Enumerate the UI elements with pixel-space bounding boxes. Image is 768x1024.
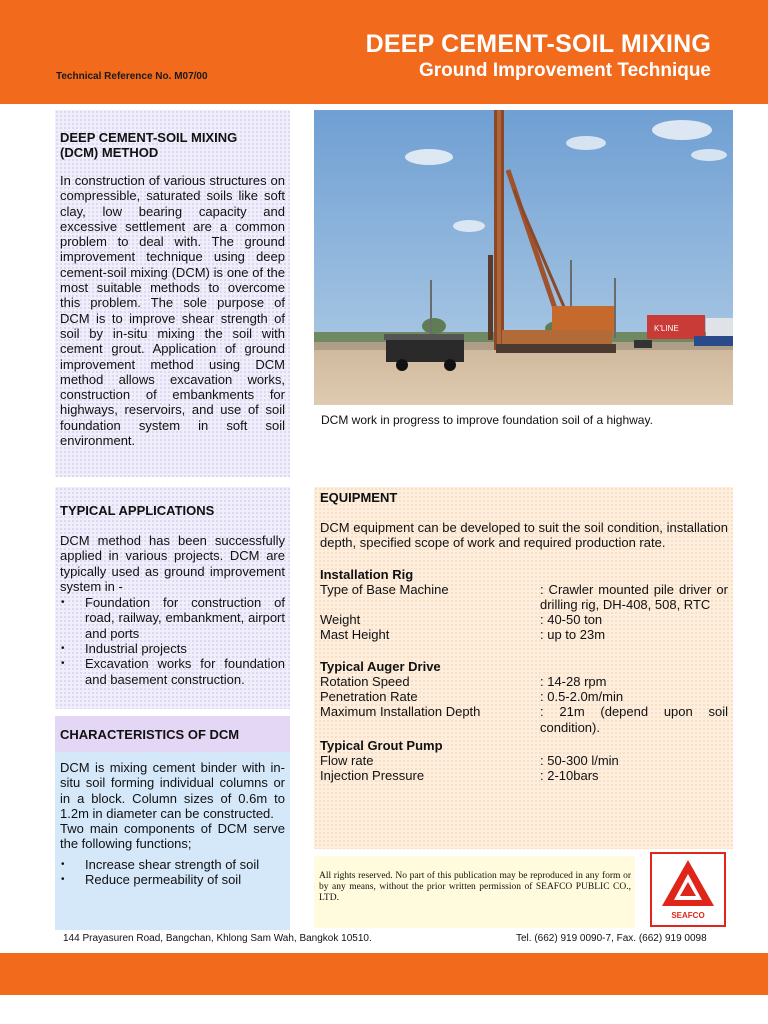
spec-row: [320, 612, 728, 627]
auger-heading: Typical Auger Drive: [320, 658, 441, 674]
characteristics-section: [55, 716, 290, 930]
footer-bar: [0, 953, 768, 995]
list-item: • Foundation for construction of road, railway, embankment, airport and ports: [60, 595, 285, 641]
container-label: K'LINE: [654, 324, 679, 333]
spec-value: : 50-300 l/min: [540, 752, 619, 768]
characteristics-heading: CHARACTERISTICS OF DCM: [60, 727, 240, 742]
footer-contact: Tel. (662) 919 0090-7, Fax. (662) 919 0098: [516, 933, 707, 944]
copyright-notice: All rights reserved. No part of this publication may be reproduced in any form or by any means, without the prior written permission of SEAFCO PUBLIC CO., LTD.: [314, 856, 635, 928]
list-item: • Industrial projects: [60, 641, 285, 656]
list-item: • Excavation works for foundation and basement construction.: [60, 656, 285, 687]
dcm-method-section: [55, 110, 290, 477]
spec-row: [320, 582, 728, 613]
characteristics-heading-bar: [55, 716, 290, 752]
list-item: • Increase shear strength of soil: [60, 857, 285, 872]
page-title: DEEP CEMENT-SOIL MIXING: [365, 30, 711, 58]
equipment-intro: DCM equipment can be developed to suit the soil condition, installation depth, specified scope of work and required production rate.: [320, 520, 728, 551]
spec-label: Penetration Rate: [320, 689, 418, 705]
characteristics-body1: DCM is mixing cement binder with in-situ soil forming individual columns or in a block. Column sizes of 0.6m to 1.2m in diameter can be constructed.: [60, 760, 285, 821]
spec-label: Mast Height: [320, 627, 390, 643]
spec-label: Flow rate: [320, 752, 374, 768]
header-banner: [0, 0, 768, 104]
equipment-heading: EQUIPMENT: [320, 490, 398, 505]
dcm-method-body: In construction of various structures on compressible, saturated soils like soft clay, low bearing capacity and excessive settlement are a common problem to deal with. The ground improvement technique using deep cement-soil mixing (DCM) is one of the most suitable methods to overcome this problem. The sole purpose of DCM is to improve shear strength of soil by in-situ mixing the soil with cement grout. Application of ground improvement method using DCM method allows excavation works, construction of embankments for highways, reservoirs, and use of soil foundation system in soft soil environment.: [60, 173, 285, 449]
applications-heading: TYPICAL APPLICATIONS: [60, 503, 215, 518]
equipment-section: [314, 487, 733, 849]
site-photo: [314, 110, 733, 405]
characteristics-body2: Two main components of DCM serve the following functions;: [60, 821, 285, 852]
spec-value: : 21m (depend upon soil condition).: [540, 704, 728, 735]
page-subtitle: Ground Improvement Technique: [418, 60, 711, 81]
rig-heading: Installation Rig: [320, 566, 414, 582]
list-item: • Reduce permeability of soil: [60, 872, 285, 887]
spec-row: [320, 674, 728, 689]
spec-label: Weight: [320, 612, 361, 628]
photo-caption: DCM work in progress to improve foundation soil of a highway.: [321, 413, 653, 427]
spec-value: : 40-50 ton: [540, 612, 603, 628]
seafco-logo: [650, 852, 726, 927]
spec-row: [320, 768, 728, 783]
applications-body: DCM method has been successfully applied in various projects. DCM are typically used as ground improvement system in -: [60, 533, 285, 594]
dcm-method-heading-line2: (DCM) METHOD: [60, 145, 159, 160]
dcm-method-heading-line1: DEEP CEMENT-SOIL MIXING: [60, 130, 238, 145]
spec-value: : Crawler mounted pile driver or drilling rig, DH-408, 508, RTC: [540, 581, 728, 612]
technical-reference: Technical Reference No. M07/00: [56, 71, 208, 82]
spec-row: [320, 627, 728, 642]
spec-label: Injection Pressure: [320, 768, 425, 784]
grout-heading: Typical Grout Pump: [320, 737, 443, 753]
footer-address: 144 Prayasuren Road, Bangchan, Khlong Sam Wah, Bangkok 10510.: [63, 933, 372, 944]
dcm-method-heading: [60, 130, 285, 160]
spec-label: Rotation Speed: [320, 673, 410, 689]
spec-value: : 14-28 rpm: [540, 673, 607, 689]
logo-text: SEAFCO: [671, 911, 705, 920]
spec-label: Maximum Installation Depth: [320, 704, 481, 720]
spec-row: [320, 753, 728, 768]
characteristics-list: [60, 857, 285, 888]
applications-section: [55, 487, 290, 709]
spec-label: Type of Base Machine: [320, 581, 449, 597]
applications-list: [60, 595, 285, 687]
spec-value: : up to 23m: [540, 627, 606, 643]
spec-value: : 0.5-2.0m/min: [540, 689, 624, 705]
spec-row: [320, 689, 728, 704]
spec-row: [320, 704, 728, 735]
spec-value: : 2-10bars: [540, 768, 599, 784]
